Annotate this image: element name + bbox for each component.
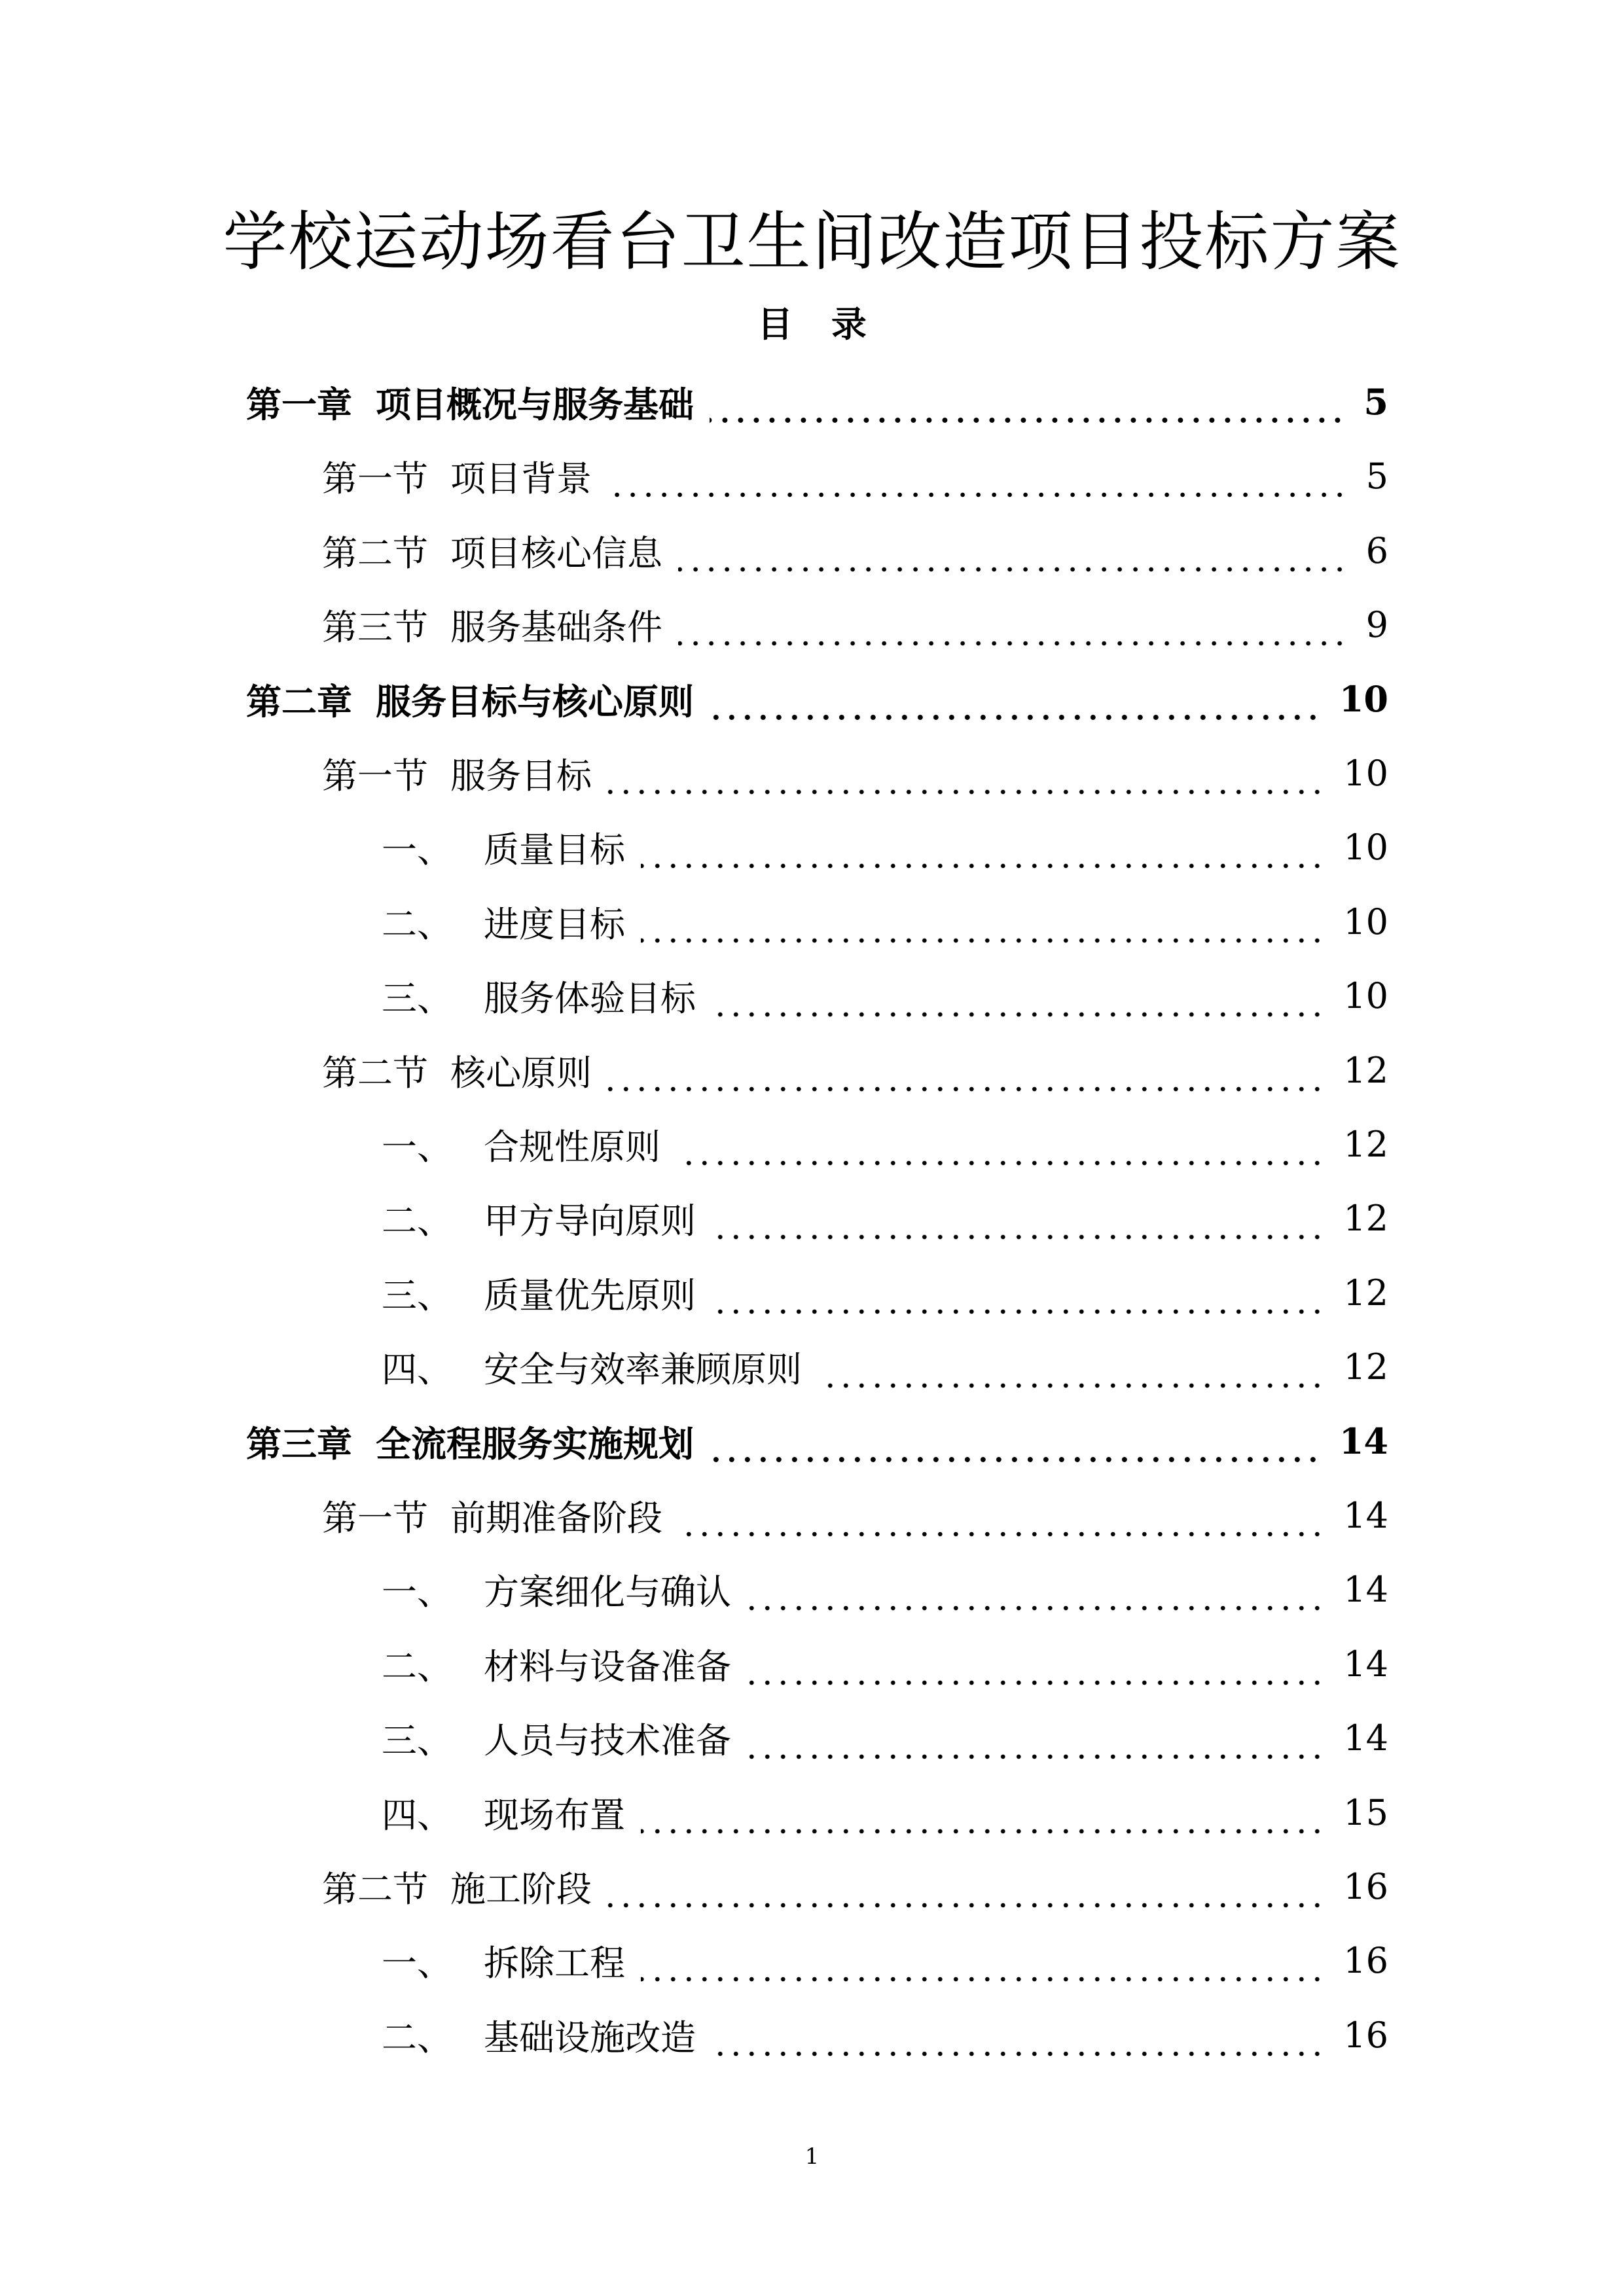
toc-entry-number: 三、 (382, 1274, 452, 1316)
toc-entry-label: 服务目标与核心原则 (376, 680, 694, 723)
toc-entry-page: 14 (1343, 1643, 1388, 1685)
toc-dot-leader (818, 1354, 1325, 1390)
toc-entry-number: 一、 (382, 829, 452, 870)
toc-entry-item[interactable] (382, 1700, 1388, 1775)
toc-entry-page: 6 (1365, 529, 1388, 571)
toc-entry-label: 甲方导向原则 (484, 1200, 696, 1242)
toc-entry-number: 四、 (382, 1348, 452, 1390)
toc-entry-item[interactable] (382, 1181, 1388, 1255)
toc-entry-number: 一、 (382, 1942, 452, 1984)
toc-entry-page: 9 (1365, 603, 1388, 645)
toc-entry-label: 拆除工程 (484, 1942, 625, 1984)
toc-entry-label: 质量优先原则 (484, 1274, 696, 1316)
toc-entry-number: 第一节 (322, 1497, 428, 1539)
toc-entry-section[interactable] (322, 587, 1388, 662)
toc-entry-page: 5 (1365, 455, 1388, 497)
toc-entry-label: 施工阶段 (450, 1868, 592, 1910)
toc-entry-number: 二、 (382, 903, 452, 945)
toc-entry-label: 服务体验目标 (484, 977, 696, 1019)
toc-entry-section[interactable] (322, 513, 1388, 588)
toc-entry-label: 全流程服务实施规划 (376, 1422, 694, 1465)
toc-dot-leader (678, 1503, 1325, 1538)
toc-entry-page: 15 (1343, 1791, 1388, 1833)
toc-dot-leader (710, 687, 1321, 722)
toc-entry-page: 5 (1363, 381, 1388, 423)
toc-entry-page: 14 (1343, 1717, 1388, 1759)
toc-entry-number: 第二节 (322, 1868, 428, 1910)
toc-entry-number: 第一章 (246, 383, 352, 425)
toc-entry-page: 12 (1343, 1197, 1388, 1239)
toc-entry-label: 安全与效率兼顾原则 (484, 1348, 802, 1390)
toc-entry-section[interactable] (322, 439, 1388, 513)
toc-entry-label: 合规性原则 (484, 1126, 660, 1168)
toc-entry-item[interactable] (382, 1255, 1388, 1330)
toc-dot-leader (641, 1948, 1325, 1983)
page-number: 1 (804, 2144, 820, 2170)
toc-entry-page: 12 (1343, 1272, 1388, 1314)
toc-entry-label: 现场布置 (484, 1794, 625, 1836)
toc-dot-leader (710, 1429, 1321, 1464)
toc-entry-number: 第一节 (322, 457, 428, 499)
toc-entry-number: 四、 (382, 1794, 452, 1836)
toc-entry-item[interactable] (382, 884, 1388, 959)
toc-entry-number: 二、 (382, 2017, 452, 2058)
toc-dot-leader (747, 1725, 1325, 1761)
toc-dot-leader (641, 909, 1325, 944)
toc-entry-label: 服务基础条件 (450, 606, 662, 648)
toc-dot-leader (641, 1800, 1325, 1835)
toc-entry-item[interactable] (382, 1552, 1388, 1626)
toc-entry-number: 一、 (382, 1571, 452, 1613)
toc-dot-leader (712, 983, 1325, 1018)
toc-dot-leader (607, 1058, 1325, 1093)
toc-entry-label: 人员与技术准备 (484, 1719, 731, 1761)
toc-entry-label: 材料与设备准备 (484, 1645, 731, 1687)
toc-entry-number: 三、 (382, 1719, 452, 1761)
toc-entry-chapter[interactable] (246, 1404, 1388, 1479)
toc-dot-leader (607, 463, 1348, 499)
toc-entry-number: 第一节 (322, 755, 428, 797)
toc-entry-section[interactable] (322, 736, 1388, 810)
toc-entry-page: 14 (1343, 1494, 1388, 1536)
toc-entry-item[interactable] (382, 1107, 1388, 1181)
toc-entry-label: 进度目标 (484, 903, 625, 945)
toc-entry-page: 12 (1343, 1346, 1388, 1388)
toc-entry-label: 核心原则 (450, 1052, 592, 1094)
toc-entry-number: 第三章 (246, 1422, 352, 1465)
toc-entry-label: 基础设施改造 (484, 2017, 696, 2058)
toc-entry-number: 二、 (382, 1645, 452, 1687)
toc-dot-leader (607, 761, 1325, 796)
toc-dot-leader (712, 2022, 1325, 2058)
toc-entry-item[interactable] (382, 958, 1388, 1033)
toc-entry-page: 16 (1343, 1939, 1388, 1981)
toc-entry-label: 服务目标 (450, 755, 592, 797)
toc-entry-chapter[interactable] (246, 365, 1388, 439)
toc-dot-leader (747, 1577, 1325, 1612)
toc-entry-number: 三、 (382, 977, 452, 1019)
toc-dot-leader (678, 538, 1348, 573)
toc-entry-section[interactable] (322, 1478, 1388, 1552)
toc-entry-page: 10 (1343, 752, 1388, 794)
toc-entry-number: 第二节 (322, 532, 428, 574)
toc-dot-leader (678, 612, 1348, 647)
toc-entry-chapter[interactable] (246, 662, 1388, 736)
toc-entry-number: 二、 (382, 1200, 452, 1242)
toc-entry-label: 项目概况与服务基础 (376, 383, 694, 425)
toc-dot-leader (712, 1206, 1325, 1241)
document-title: 学校运动场看台卫生间改造项目投标方案 (223, 205, 1401, 279)
toc-entry-page: 16 (1343, 1865, 1388, 1907)
toc-entry-page: 10 (1343, 901, 1388, 942)
toc-dot-leader (641, 834, 1325, 870)
toc-entry-page: 16 (1343, 2014, 1388, 2056)
toc-entry-label: 方案细化与确认 (484, 1571, 731, 1613)
toc-entry-page: 10 (1339, 678, 1388, 720)
toc-entry-label: 项目核心信息 (450, 532, 662, 574)
toc-entry-section[interactable] (322, 1849, 1388, 1924)
toc-entry-section[interactable] (322, 1033, 1388, 1107)
toc-entry-page: 14 (1339, 1420, 1388, 1462)
toc-entry-item[interactable] (382, 1775, 1388, 1850)
toc-entry-page: 10 (1343, 826, 1388, 868)
toc-entry-page: 10 (1343, 975, 1388, 1016)
toc-entry-item[interactable] (382, 1998, 1388, 2072)
toc-dot-leader (712, 1280, 1325, 1316)
toc-entry-page: 14 (1343, 1568, 1388, 1610)
toc-entry-number: 第二章 (246, 680, 352, 723)
toc-heading: 目 录 (757, 303, 867, 345)
toc-entry-number: 一、 (382, 1126, 452, 1168)
toc-entry-item[interactable] (382, 810, 1388, 884)
toc-entry-item[interactable] (382, 1923, 1388, 1998)
toc-entry-number: 第三节 (322, 606, 428, 648)
toc-dot-leader (607, 1874, 1325, 1909)
toc-entry-item[interactable] (382, 1329, 1388, 1404)
toc-dot-leader (747, 1651, 1325, 1687)
toc-dot-leader (710, 389, 1345, 425)
toc-entry-page: 12 (1343, 1049, 1388, 1091)
toc-entry-number: 第二节 (322, 1052, 428, 1094)
toc-entry-page: 12 (1343, 1123, 1388, 1165)
toc-entry-label: 项目背景 (450, 457, 592, 499)
toc-dot-leader (676, 1132, 1325, 1167)
toc-entry-item[interactable] (382, 1626, 1388, 1701)
toc-entry-label: 质量目标 (484, 829, 625, 870)
toc-entry-label: 前期准备阶段 (450, 1497, 662, 1539)
